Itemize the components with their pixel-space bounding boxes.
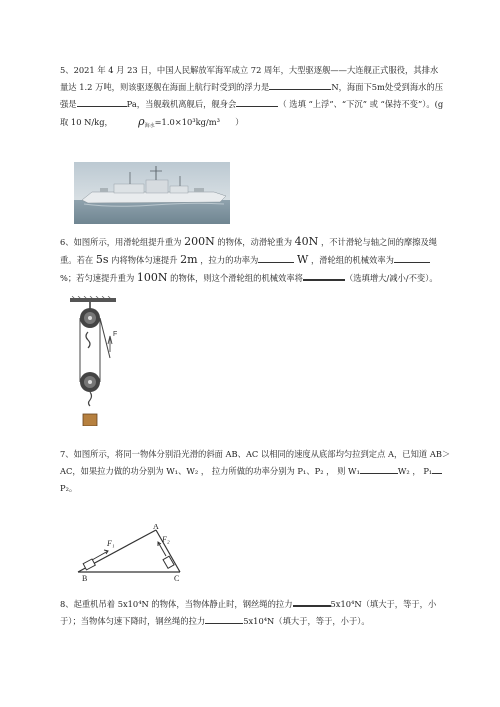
q5-text: 强是: [60, 99, 77, 109]
answer-blank[interactable]: [360, 464, 398, 474]
q6-value: 5s: [95, 253, 109, 266]
q5-line3: [60, 96, 470, 113]
q6-line1: [60, 233, 470, 251]
q5-line1: 5、2021 年 4 月 23 日，中国人民解放军海军成立 72 周年，大型驱逐舰——大连舰正式服役，其排水: [60, 65, 439, 75]
q6-text: （选填增大/减小/不变）。: [344, 273, 438, 283]
force-label-f2: F₂: [162, 535, 170, 544]
q8-text: 8、起重机吊着 5x10⁴N 的物体，当物体静止时，钢丝绳的拉力: [60, 599, 293, 609]
vertex-label-b: B: [82, 574, 88, 583]
rho-subscript: 海水: [144, 123, 155, 129]
q6-value: 200N: [184, 235, 215, 248]
q6-value: W: [296, 253, 309, 266]
q5-line2: [60, 79, 470, 96]
q8-text: 5x10⁴N（填大于，等于，小于）。: [243, 616, 370, 626]
q8-text: 5x10⁴N（填大于，等于，小: [330, 599, 437, 609]
q5-text: 处受到海水的压: [384, 82, 444, 92]
question-8: [60, 596, 470, 630]
q5-text: N，海面下: [331, 82, 372, 92]
q7-line2: [60, 463, 470, 480]
q5-line4: [60, 113, 470, 135]
vertex-label-c: C: [174, 574, 180, 583]
q6-text: ，滑轮组的机械效率为: [310, 255, 394, 265]
q5-text: =1.0×10³kg/m³: [154, 117, 220, 127]
q5-text: 量达 1.2 万吨，则该驱逐舰在海面上航行时受到的浮力是: [60, 82, 270, 92]
q6-value: 40N: [294, 235, 319, 248]
answer-blank[interactable]: [269, 80, 331, 90]
q6-text: 的物体，动滑轮重为: [217, 237, 293, 247]
q6-text: %；若匀速提升重为: [60, 273, 135, 283]
pulley-system-figure: [66, 296, 126, 426]
q5-text: 取 10 N/kg，: [60, 117, 113, 127]
q6-value: 100N: [136, 271, 168, 284]
q6-line3: [60, 269, 470, 287]
rho-symbol: ρ: [138, 115, 145, 128]
force-label-f: F: [113, 331, 118, 338]
question-7: [60, 446, 470, 497]
q8-text: 于）；当物体匀速下降时，钢丝绳的拉力: [60, 616, 206, 626]
q6-text: 内将物体匀速提升: [111, 255, 178, 265]
question-6: [60, 233, 470, 287]
q6-text: 的物体，则这个滑轮组的机械效率将: [170, 273, 303, 283]
q6-text: 重。若在: [60, 255, 94, 265]
answer-blank[interactable]: [432, 464, 442, 474]
answer-blank[interactable]: [258, 253, 294, 263]
q6-text: ，不计滑轮与轴之间的摩擦及绳: [320, 237, 438, 247]
answer-blank[interactable]: [293, 596, 331, 607]
q7-text: AC，如果拉力做的功分别为 W₁、W₂ ， 拉力所做的功率分别为 P₁、P₂ ， 则 W₁: [60, 466, 360, 476]
vertex-label-a: A: [153, 524, 159, 531]
q8-line2: [60, 613, 470, 630]
q7-line1: 7、如图所示，将同一物体分别沿光滑的斜面 AB、AC 以相同的速度从底部均匀拉到定点 A，已知道 AB＞: [60, 449, 451, 459]
answer-blank[interactable]: [205, 614, 243, 624]
answer-blank[interactable]: [303, 270, 345, 281]
q7-text: W₂ ， P₁: [397, 466, 433, 476]
incline-plane-figure: [70, 524, 200, 584]
answer-blank[interactable]: [236, 97, 278, 107]
q5-text: ）: [235, 117, 244, 127]
q5-text: （ 选填 “上浮”、“下沉” 或 “保持不变”）。(g: [278, 99, 444, 109]
destroyer-ship-photo: [74, 162, 230, 224]
q6-value: 2m: [180, 253, 198, 266]
q6-text: 6、如图所示，用滑轮组提升重为: [60, 237, 182, 247]
q6-line2: [60, 251, 470, 269]
question-5: [60, 62, 470, 135]
q8-line1: [60, 596, 470, 613]
answer-blank[interactable]: [77, 97, 127, 107]
q7-line3: P₂。: [60, 483, 78, 493]
answer-blank[interactable]: [394, 253, 430, 263]
q5-text: 5m: [371, 82, 385, 92]
q6-text: ，拉力的功率为: [200, 255, 259, 265]
force-label-f1: F₁: [107, 539, 115, 548]
q5-text: Pa，当舰载机离舰后，舰身会: [126, 99, 237, 109]
